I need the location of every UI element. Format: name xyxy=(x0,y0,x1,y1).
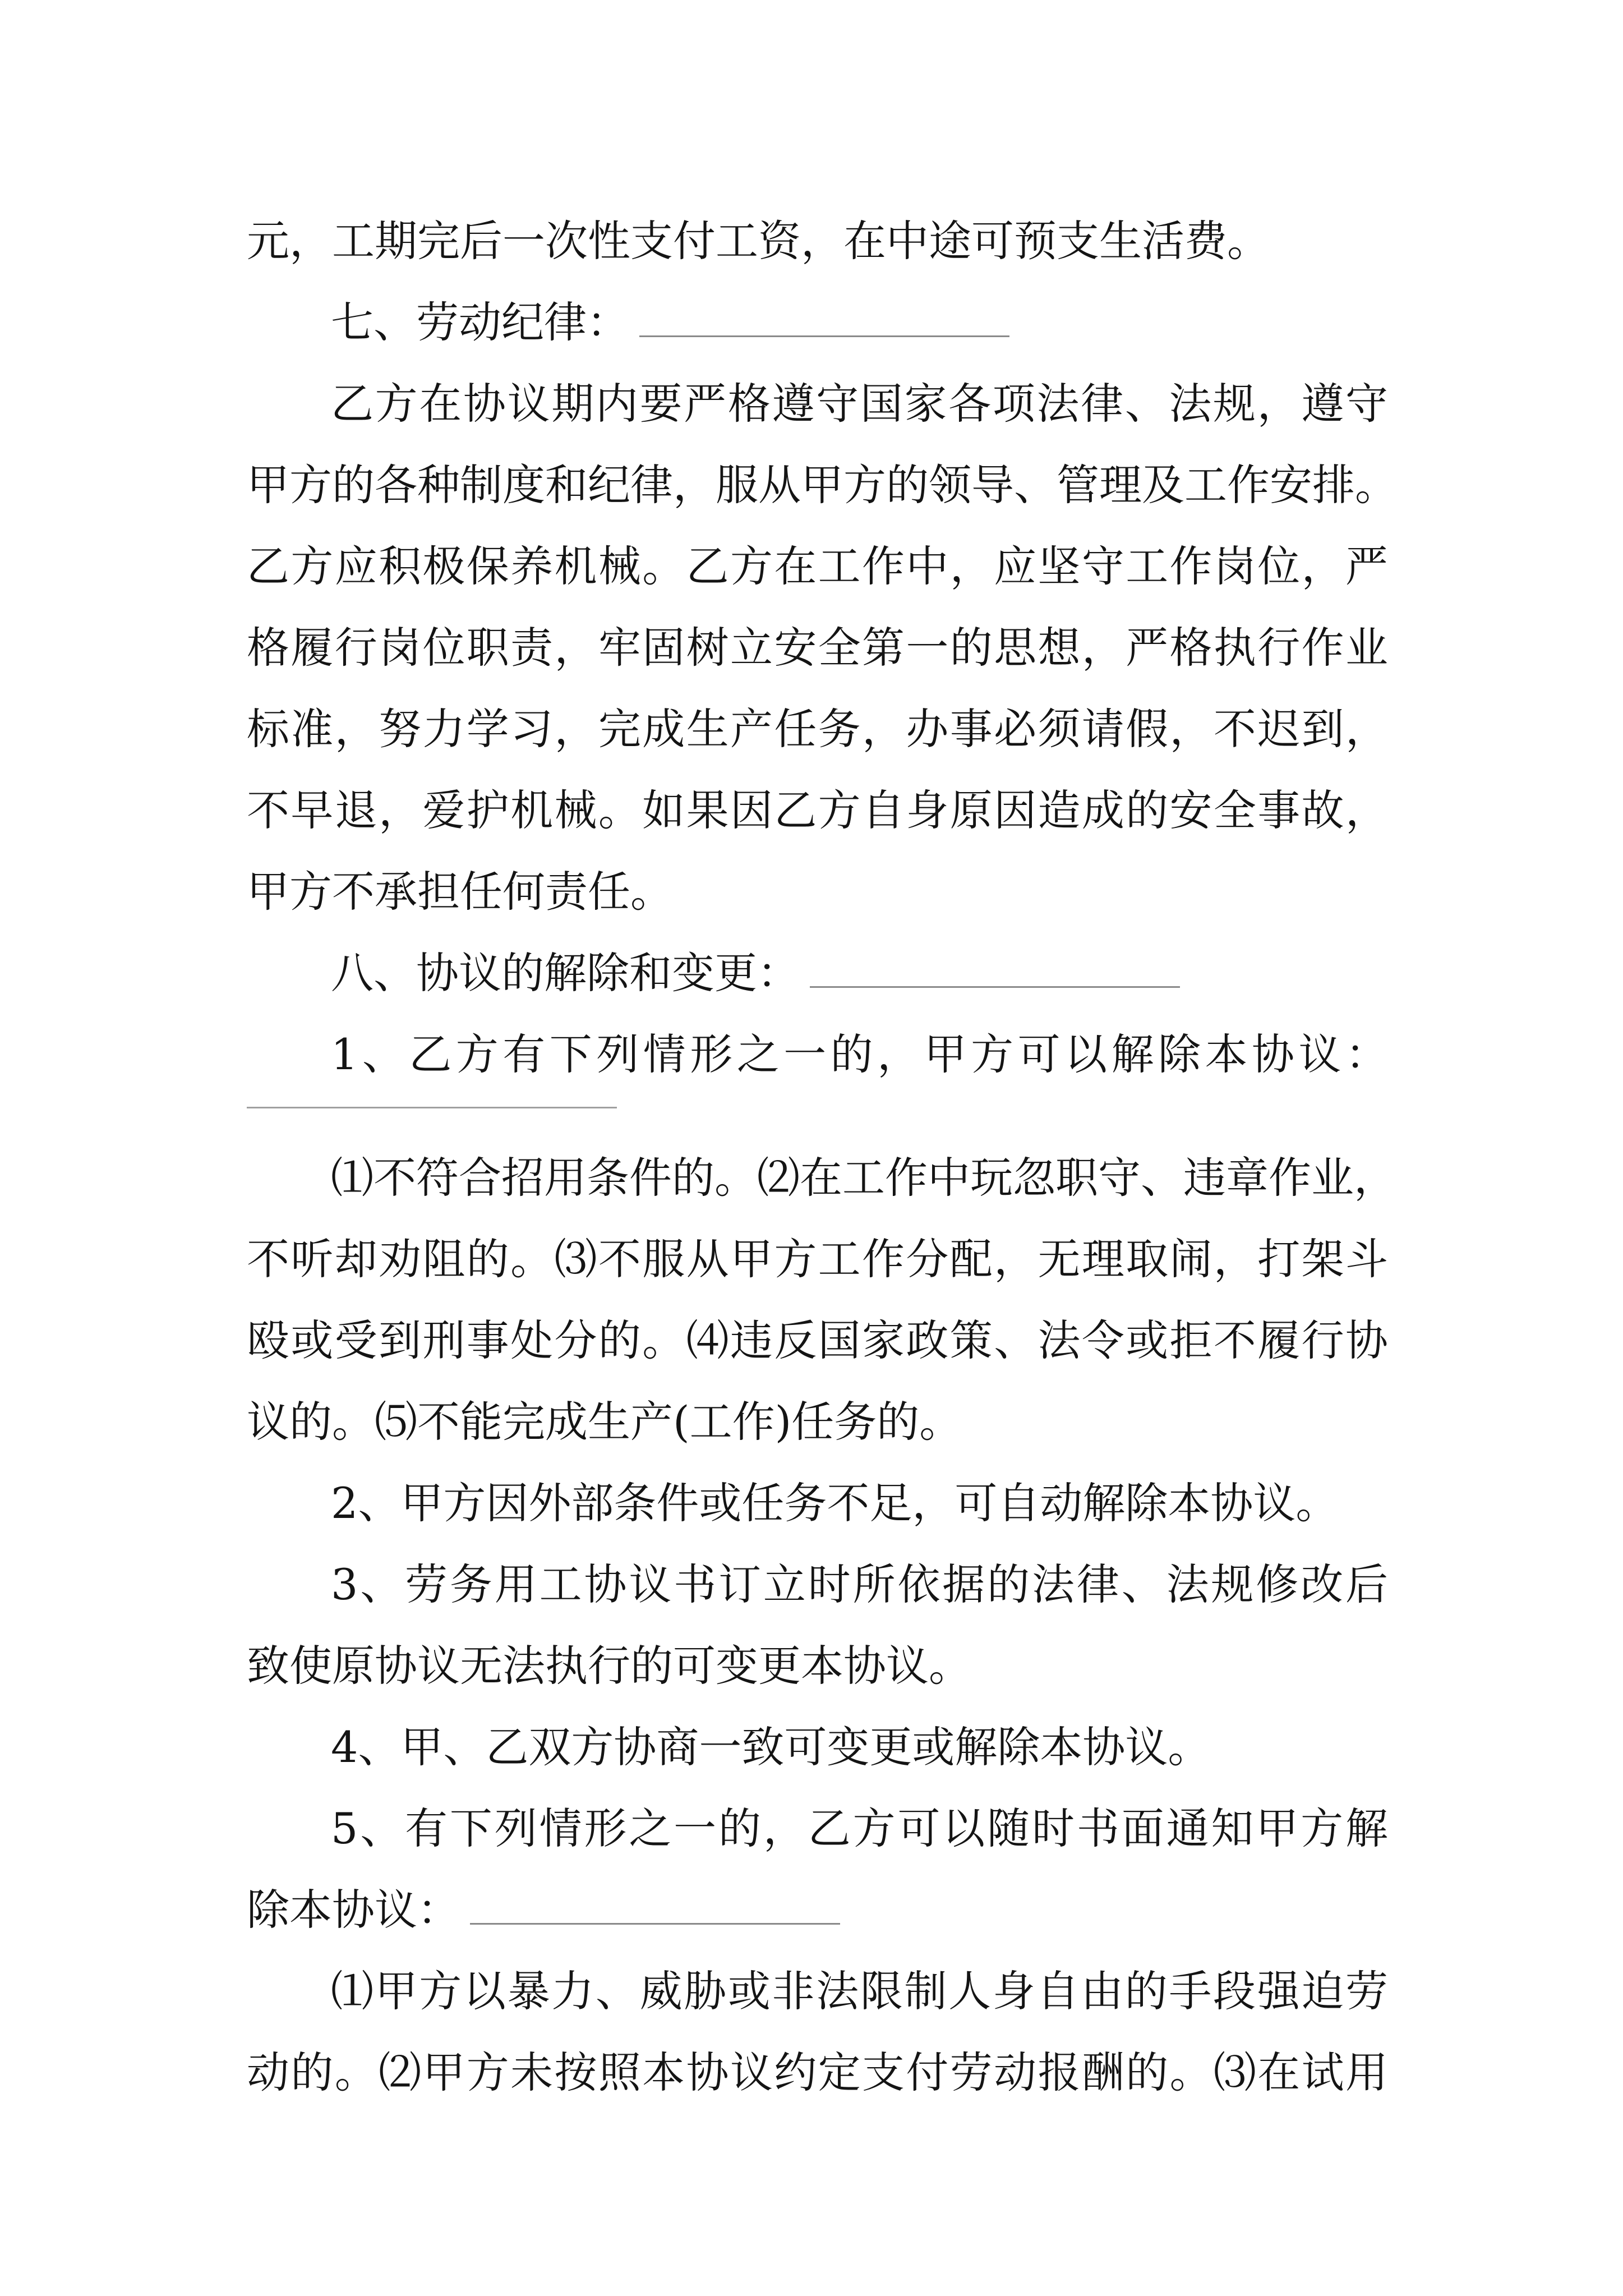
paragraph-line: 不早退，爱护机械。如果因乙方自身原因造成的安全事故， xyxy=(247,785,1388,835)
paragraph-line: ⑴不符合招用条件的。⑵在工作中玩忽职守、违章作业， xyxy=(331,1153,1396,1203)
paragraph-line: 1、乙方有下列情形之一的，甲方可以解除本协议： xyxy=(331,1029,1388,1079)
paragraph-line: 5、有下列情形之一的，乙方可以随时书面通知甲方解 xyxy=(331,1803,1388,1853)
paragraph-line: 甲方不承担任何责任。 xyxy=(247,867,673,917)
fill-in-blank xyxy=(639,302,1009,337)
paragraph-line: 动的。⑵甲方未按照本协议约定支付劳动报酬的。⑶在试用 xyxy=(247,2047,1388,2097)
paragraph-line: 4、甲、乙双方协商一致可变更或解除本协议。 xyxy=(331,1722,1211,1772)
paragraph-line: 殴或受到刑事处分的。⑷违反国家政策、法令或拒不履行协 xyxy=(247,1315,1388,1365)
heading-text: 八、协议的解除和变更： xyxy=(331,948,800,998)
paragraph-line: ⑴甲方以暴力、威胁或非法限制人身自由的手段强迫劳 xyxy=(331,1966,1388,2016)
paragraph-line: 议的。⑸不能完成生产(工作)任务的。 xyxy=(247,1397,962,1447)
section-heading-termination xyxy=(331,940,1180,1007)
paragraph-line: 不听却劝阻的。⑶不服从甲方工作分配，无理取闹，打架斗 xyxy=(247,1234,1388,1284)
paragraph-line: 元，工期完后一次性支付工资，在中途可预支生活费。 xyxy=(247,216,1270,266)
paragraph-line: 标准，努力学习，完成生产任务，办事必须请假，不迟到， xyxy=(247,704,1388,754)
paragraph-line: 乙方应积极保养机械。乙方在工作中，应坚守工作岗位，严 xyxy=(247,541,1388,591)
paragraph-line: 乙方在协议期内要严格遵守国家各项法律、法规，遵守 xyxy=(331,379,1388,429)
heading-text: 七、劳动纪律： xyxy=(331,297,629,347)
paragraph-line: 致使原协议无法执行的可变更本协议。 xyxy=(247,1641,971,1691)
line-text: 除本协议： xyxy=(247,1885,460,1935)
paragraph-line: 甲方的各种制度和纪律，服从甲方的领导、管理及工作安排。 xyxy=(247,460,1398,510)
paragraph-line-with-blank xyxy=(247,1876,840,1944)
paragraph-line: 格履行岗位职责，牢固树立安全第一的思想，严格执行作业 xyxy=(247,623,1388,673)
paragraph-line: 2、甲方因外部条件或任务不足，可自动解除本协议。 xyxy=(331,1478,1339,1528)
fill-in-blank xyxy=(810,953,1180,988)
section-heading-labor-discipline xyxy=(331,289,1009,356)
paragraph-line: 3、劳务用工协议书订立时所依据的法律、法规修改后 xyxy=(331,1559,1388,1609)
fill-in-blank xyxy=(470,1889,840,1925)
fill-in-blank xyxy=(247,1107,617,1108)
